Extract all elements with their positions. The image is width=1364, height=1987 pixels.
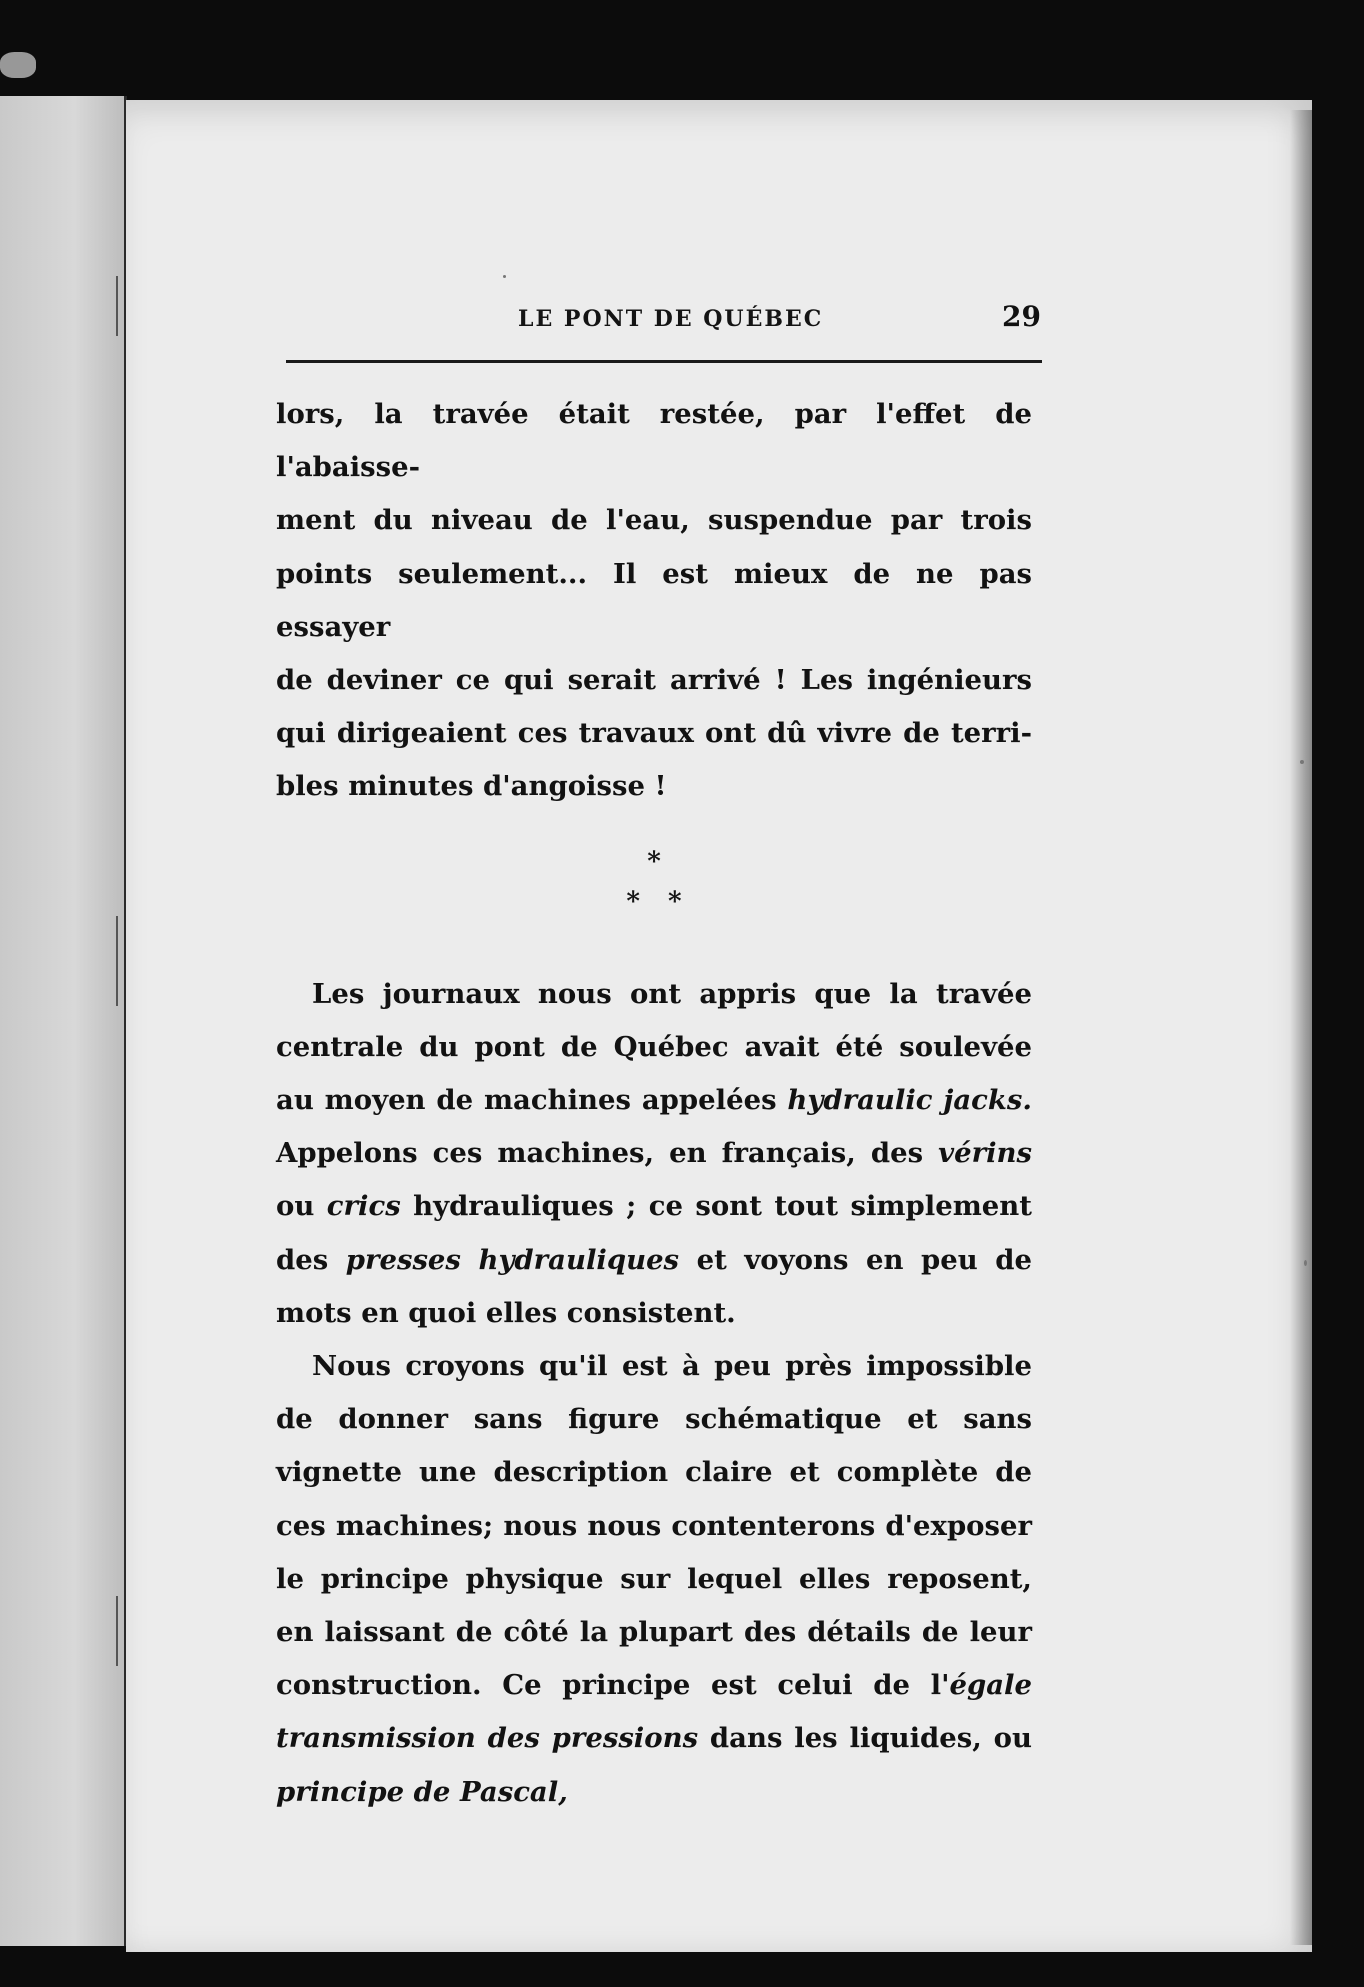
asterism-top: * bbox=[647, 846, 661, 877]
paragraph-hydraulic-jacks bbox=[276, 968, 1032, 1340]
page-edge-mark bbox=[116, 916, 118, 1006]
asterism-right: * bbox=[668, 886, 682, 917]
text-run: dans les liquides, ou bbox=[698, 1722, 1032, 1755]
text-run: Les journaux nous ont appris que la travée centrale du pont de Québec avait été soulevée au moyen de machines appelées bbox=[276, 977, 1032, 1117]
text-line: ment du niveau de l'eau, suspendue par trois bbox=[276, 504, 1032, 537]
scan-speck bbox=[503, 275, 506, 278]
text-run: Appelons ces machines, en français, des bbox=[276, 1137, 939, 1170]
header-rule bbox=[286, 360, 1042, 363]
text-line: bles minutes d'angoisse ! bbox=[276, 770, 667, 803]
page-gutter-shadow bbox=[1290, 110, 1312, 1945]
text-run: hydrauliques ; ce sont tout simplement des bbox=[276, 1190, 1032, 1276]
scan-speck bbox=[1304, 1260, 1307, 1266]
running-head bbox=[286, 302, 1041, 342]
italic-term: hydraulic jacks. bbox=[787, 1084, 1032, 1117]
asterism-left: * bbox=[626, 886, 640, 917]
paragraph-pascal-principle bbox=[276, 1340, 1032, 1819]
text-line: qui dirigeaient ces travaux ont dû vivre de terri- bbox=[276, 717, 1032, 750]
running-title: LE PONT DE QUÉBEC bbox=[518, 306, 824, 332]
text-run: et voyons en peu de mots en quoi elles consistent. bbox=[276, 1243, 1033, 1329]
text-run: Nous croyons qu'il est à peu près impossible de donner sans figure schématique et sans vignette une description claire et complète de ces machines; nous nous contenterons d'exposer le principe physique sur lequel elles reposent, en laissant de côté la plupart des détails de leur construction. Ce principe est celui de l' bbox=[276, 1350, 1032, 1702]
page-edge-mark bbox=[116, 1596, 118, 1666]
text-line: lors, la travée était restée, par l'effet de l'abaisse- bbox=[276, 398, 1032, 484]
italic-term: principe de Pascal, bbox=[276, 1775, 568, 1808]
paragraph-continued bbox=[276, 388, 1032, 814]
italic-term: vérins bbox=[938, 1137, 1032, 1170]
italic-term: crics bbox=[326, 1190, 401, 1223]
scan-artifact bbox=[0, 52, 36, 78]
text-run: ou bbox=[276, 1190, 327, 1223]
scan-speck bbox=[1300, 760, 1304, 764]
text-line: points seulement... Il est mieux de ne pas essayer bbox=[276, 557, 1032, 643]
page-number: 29 bbox=[1002, 300, 1041, 333]
asterism-bottom-row bbox=[276, 882, 1032, 922]
body-text bbox=[276, 388, 1032, 1819]
page-edge-mark bbox=[116, 276, 118, 336]
asterism-separator bbox=[276, 842, 1032, 922]
italic-term: presses hydrauliques bbox=[345, 1243, 680, 1276]
facing-page-edge bbox=[0, 96, 127, 1946]
italic-term: égale transmission des pressions bbox=[276, 1669, 1032, 1755]
text-line: de deviner ce qui serait arrivé ! Les ingénieurs bbox=[276, 664, 1032, 697]
